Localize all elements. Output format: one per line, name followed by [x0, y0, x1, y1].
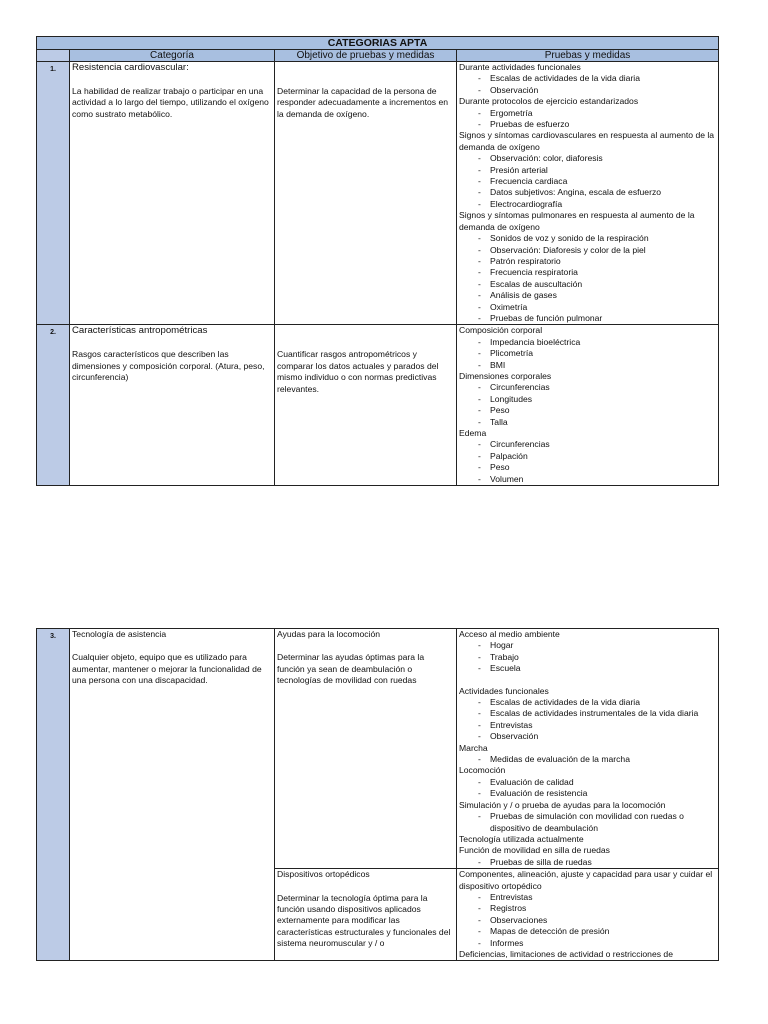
test-item: - Escalas de auscultación: [459, 279, 716, 290]
header-objective: Objetivo de pruebas y medidas: [275, 50, 457, 62]
table-row: [37, 629, 719, 869]
test-item-list: [459, 108, 716, 131]
objective-text: Determinar la tecnología óptima para la función usando dispositivos aplicados externamente para modificar las características estructurales y funcionales del sistema neuromuscular y / o: [277, 892, 451, 949]
test-section: [459, 686, 716, 743]
test-item: - Frecuencia cardiaca: [459, 176, 716, 187]
test-item: - Escalas de actividades instrumentales de la vida diaria: [459, 708, 716, 719]
test-section: [459, 130, 716, 210]
test-item: - Observación: Diaforesis y color de la piel: [459, 245, 716, 256]
header-tests: Pruebas y medidas: [457, 50, 719, 62]
test-item-list: [459, 233, 716, 324]
test-item-list: [459, 777, 716, 800]
test-item: - Datos subjetivos: Angina, escala de esfuerzo: [459, 187, 716, 198]
objective-cell: [275, 629, 457, 869]
category-cell: [70, 325, 275, 486]
tests-cell: [457, 629, 719, 869]
test-item: - Observaciones: [459, 915, 716, 926]
test-item: - Mapas de detección de presión: [459, 926, 716, 937]
test-section-heading: Marcha: [459, 742, 488, 753]
test-item-list: [459, 382, 716, 428]
test-item-list: [459, 754, 716, 765]
objective-cell: [275, 62, 457, 325]
test-section-heading: Signos y síntomas cardiovasculares en respuesta al aumento de la demanda de oxígeno: [459, 130, 715, 152]
test-item: - Observación: [459, 731, 716, 742]
test-section-heading: Deficiencias, limitaciones de actividad o restricciones de: [459, 948, 673, 959]
category-title: Resistencia cardiovascular:: [72, 62, 189, 73]
objective-cell: [275, 325, 457, 486]
test-section-heading: Acceso al medio ambiente: [459, 629, 560, 639]
test-item: - BMI: [459, 360, 716, 371]
test-item-list: [459, 857, 716, 868]
row-number: 3.: [37, 629, 70, 961]
test-item: - Análisis de gases: [459, 290, 716, 301]
test-item: - Presión arterial: [459, 165, 716, 176]
test-item-list: [459, 697, 716, 743]
tests-cell: [457, 325, 719, 486]
test-item: - Oximetría: [459, 302, 716, 313]
row-number: 1.: [37, 62, 70, 325]
test-section-heading: Simulación y / o prueba de ayudas para la locomoción: [459, 799, 666, 810]
test-item: - Registros: [459, 903, 716, 914]
category-description: Cualquier objeto, equipo que es utilizado para aumentar, mantener o mejorar la funcionalidad de una persona con una discapacidad.: [72, 652, 262, 686]
category-cell: [70, 629, 275, 961]
category-cell: [70, 62, 275, 325]
test-item: - Peso: [459, 405, 716, 416]
objective-text: Cuantificar rasgos antropométricos y comparar los datos actuales y parados del mismo individuo o con normas predictivas relevantes.: [277, 349, 439, 394]
table-row: [37, 325, 719, 486]
test-item: - Escalas de actividades de la vida diaria: [459, 73, 716, 84]
test-item: - Palpación: [459, 451, 716, 462]
test-item: - Sonidos de voz y sonido de la respiración: [459, 233, 716, 244]
test-item: - Circunferencias: [459, 439, 716, 450]
objective-cell: [275, 869, 457, 961]
test-section-heading: Signos y síntomas pulmonares en respuesta al aumento de la demanda de oxígeno: [459, 210, 695, 232]
test-section-heading: Durante protocolos de ejercicio estandarizados: [459, 96, 639, 107]
test-section-heading: Durante actividades funcionales: [459, 62, 581, 72]
test-section-heading: Edema: [459, 428, 487, 438]
header-blank: [37, 50, 70, 62]
test-section-heading: Locomoción: [459, 765, 506, 776]
test-item: - Observación: color, diaforesis: [459, 153, 716, 164]
category-title: Características antropométricas: [72, 325, 208, 337]
test-item: - Pruebas de silla de ruedas: [459, 857, 716, 868]
test-section: [459, 743, 716, 766]
test-item-list: [459, 439, 716, 485]
test-section: [459, 949, 716, 960]
test-section: [459, 629, 716, 675]
test-item-list: [459, 640, 716, 674]
test-item: - Entrevistas: [459, 720, 716, 731]
test-item-list: [459, 811, 716, 834]
test-section-heading: Composición corporal: [459, 325, 543, 336]
test-section: [459, 371, 716, 428]
test-item: - Plicometría: [459, 348, 716, 359]
test-item: - Escuela: [459, 663, 716, 674]
section-spacer: [459, 675, 716, 686]
test-item-list: [459, 337, 716, 371]
objective-title: Ayudas para la locomoción: [277, 629, 381, 639]
objective-text: Determinar la capacidad de la persona de responder adecuadamente a incrementos en la demanda de oxígeno.: [277, 86, 449, 119]
test-item: - Patrón respiratorio: [459, 256, 716, 267]
test-section: [459, 845, 716, 868]
objective-text: Determinar las ayudas óptimas para la función ya sean de deambulación o tecnologías de movilidad con ruedas: [277, 652, 425, 686]
test-item: - Longitudes: [459, 394, 716, 405]
test-item: - Hogar: [459, 640, 716, 651]
tests-cell: [457, 62, 719, 325]
test-item: - Informes: [459, 938, 716, 949]
test-item: - Evaluación de resistencia: [459, 788, 716, 799]
test-section: [459, 62, 716, 96]
category-description: La habilidad de realizar trabajo o participar en una actividad a lo largo del tiempo, utilizando el oxígeno como sustrato metabólico.: [72, 86, 269, 119]
test-item: - Entrevistas: [459, 892, 716, 903]
table-title: CATEGORIAS APTA: [37, 37, 719, 50]
test-item: - Electrocardiografía: [459, 199, 716, 210]
category-description: Rasgos característicos que describen las dimensiones y composición corporal. (Atura, peso, circunferencia): [72, 349, 265, 383]
test-section-heading: Tecnología utilizada actualmente: [459, 833, 584, 844]
header-category: Categoría: [70, 50, 275, 62]
test-item: - Observación: [459, 85, 716, 96]
test-section-heading: Función de movilidad en silla de ruedas: [459, 845, 610, 856]
test-section: [459, 96, 716, 130]
test-item: - Pruebas de simulación con movilidad con ruedas o dispositivo de deambulación: [459, 811, 716, 834]
test-item: - Peso: [459, 462, 716, 473]
test-section: [459, 428, 716, 485]
test-item: - Pruebas de esfuerzo: [459, 119, 716, 130]
test-section-heading: Componentes, alineación, ajuste y capacidad para usar y cuidar el dispositivo ortopédico: [459, 869, 713, 891]
objective-title: Dispositivos ortopédicos: [277, 869, 370, 880]
test-section: [459, 325, 716, 371]
row-number: 2.: [37, 325, 70, 486]
test-item: - Talla: [459, 417, 716, 428]
test-item-list: [459, 73, 716, 96]
test-section-heading: Dimensiones corporales: [459, 370, 552, 381]
categories-table-2: [36, 628, 719, 961]
test-section: [459, 869, 716, 949]
test-item: - Trabajo: [459, 652, 716, 663]
test-item: - Volumen: [459, 474, 716, 485]
test-item: - Medidas de evaluación de la marcha: [459, 754, 716, 765]
test-section: [459, 834, 716, 845]
test-item-list: [459, 892, 716, 949]
test-section-heading: Actividades funcionales: [459, 685, 549, 696]
test-item-list: [459, 153, 716, 210]
test-item: - Pruebas de función pulmonar: [459, 313, 716, 324]
test-item: - Ergometría: [459, 108, 716, 119]
test-item: - Frecuencia respiratoria: [459, 267, 716, 278]
test-section: [459, 800, 716, 834]
test-item: - Impedancia bioeléctrica: [459, 337, 716, 348]
test-section: [459, 210, 716, 324]
table-row: [37, 62, 719, 325]
category-title: Tecnología de asistencia: [72, 629, 167, 639]
test-item: - Evaluación de calidad: [459, 777, 716, 788]
categories-table-1: [36, 36, 719, 486]
test-item: - Circunferencias: [459, 382, 716, 393]
test-section: [459, 765, 716, 799]
test-item: - Escalas de actividades de la vida diaria: [459, 697, 716, 708]
tests-cell: [457, 869, 719, 961]
